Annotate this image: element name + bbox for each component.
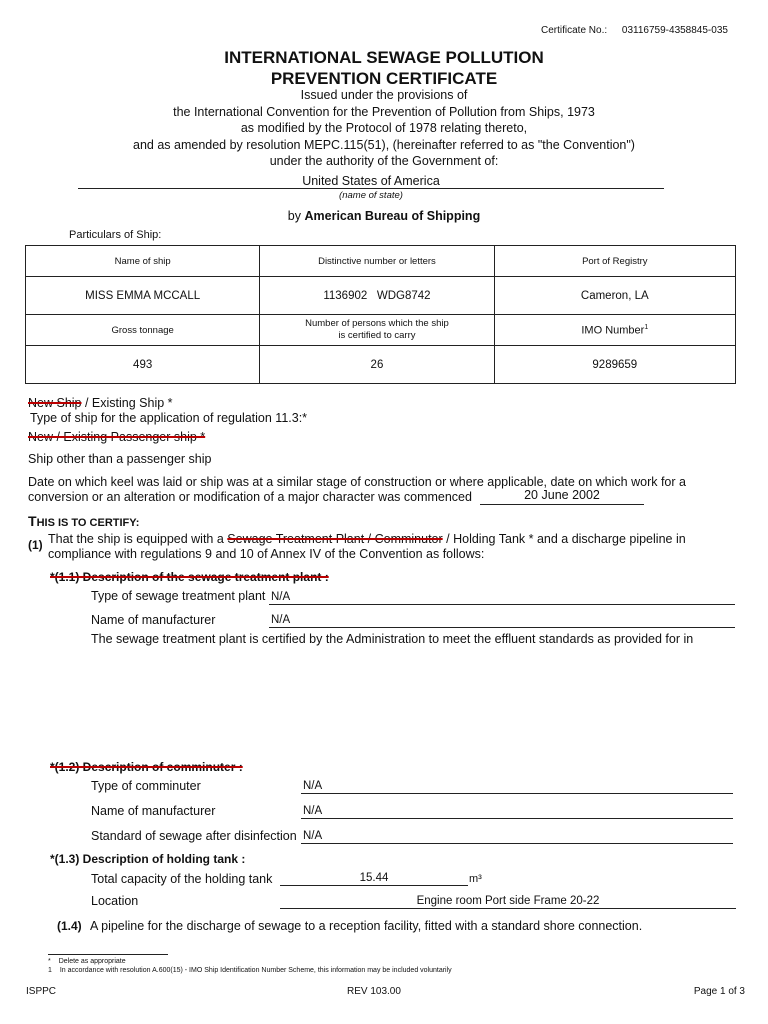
- certify-line-2: compliance with regulations 9 and 10 of Annex IV of the Convention as follows:: [48, 547, 485, 561]
- holding-tank-location-label: Location: [91, 894, 139, 908]
- certificate-number-label: Certificate No.:: [541, 25, 608, 36]
- footnote-ref: 1: [644, 323, 649, 331]
- holding-tank-capacity-value: 15.44: [359, 872, 389, 884]
- intro-line: under the authority of the Government of:: [269, 154, 499, 168]
- ship-status-line: [28, 396, 173, 410]
- item-number-1-4: (1.4): [57, 919, 82, 933]
- comminuter-manufacturer-label: Name of manufacturer: [91, 804, 216, 818]
- footnote-mark: 1: [48, 967, 52, 974]
- certificate-title: [0, 47, 768, 89]
- authority-name: American Bureau of Shipping: [304, 209, 481, 223]
- table-row: [26, 315, 736, 346]
- table-row: [26, 246, 736, 277]
- certify-struck-text: Sewage Treatment Plant / Comminutor: [227, 532, 443, 546]
- comminuter-type-value: N/A: [303, 780, 323, 792]
- stp-certification-note: The sewage treatment plant is certified by the Administration to meet the effluent standards as provided for in: [91, 632, 694, 646]
- stp-manufacturer-value: N/A: [271, 614, 291, 626]
- port-of-registry-cell: Cameron, LA: [494, 277, 735, 315]
- imo-label: IMO Number: [581, 324, 645, 337]
- header-line: Number of persons which the ship: [305, 318, 449, 329]
- new-ship-struck: New Ship: [28, 396, 82, 410]
- intro-text: [0, 87, 768, 170]
- stp-manufacturer-label: Name of manufacturer: [91, 613, 216, 627]
- table-header-cell: Port of Registry: [494, 246, 735, 277]
- by-word: by: [287, 209, 301, 223]
- state-name: United States of America: [302, 174, 440, 188]
- disinfection-standard-underline: [301, 843, 733, 844]
- keel-line-2: conversion or an alteration or modification of a major character was commenced: [28, 490, 472, 504]
- imo-number-cell: 9289659: [494, 346, 735, 384]
- certificate-number: [541, 25, 728, 36]
- footnote-delete: [48, 958, 126, 965]
- gross-tonnage-cell: 493: [26, 346, 260, 384]
- certificate-number-value: 03116759-4358845-035: [621, 25, 728, 36]
- section-1-2-heading: *(1.2) Description of comminuter :: [50, 760, 243, 774]
- particulars-label: Particulars of Ship:: [69, 229, 162, 241]
- persons-cell: 26: [260, 346, 494, 384]
- section-1-3-heading: *(1.3) Description of holding tank :: [50, 852, 246, 866]
- footer-form-code: ISPPC: [26, 986, 57, 997]
- ship-other-than-passenger: Ship other than a passenger ship: [28, 452, 212, 466]
- state-underline: [78, 188, 664, 189]
- disinfection-standard-label: Standard of sewage after disinfection: [91, 829, 297, 843]
- passenger-ship-struck: New / Existing Passenger ship *: [28, 430, 206, 444]
- stp-type-label: Type of sewage treatment plant: [91, 589, 266, 603]
- distinctive-number-cell: 1136902 WDG8742: [260, 277, 494, 315]
- stp-manufacturer-underline: [269, 627, 735, 628]
- table-header-cell: [260, 315, 494, 346]
- comminuter-type-underline: [301, 793, 733, 794]
- footnote-imo: [48, 967, 452, 974]
- intro-line: and as amended by resolution MEPC.115(51), (hereinafter referred to as "the Convention"): [133, 137, 635, 152]
- existing-ship: / Existing Ship *: [84, 396, 173, 410]
- certify-line-1: [48, 532, 686, 546]
- section-1-1-heading: *(1.1) Description of the sewage treatment plant :: [50, 570, 329, 584]
- certify-text-b: / Holding Tank * and a discharge pipeline in: [446, 532, 686, 546]
- ship-type-line: Type of ship for the application of regulation 11.3:*: [30, 411, 308, 425]
- table-row: [26, 346, 736, 384]
- table-header-cell: Name of ship: [26, 246, 260, 277]
- item-number-1: (1): [28, 538, 43, 552]
- table-header-cell: Gross tonnage: [26, 315, 260, 346]
- ship-particulars-table: [25, 245, 736, 384]
- holding-tank-capacity-underline: [280, 885, 468, 886]
- ship-name-cell: MISS EMMA MCCALL: [26, 277, 260, 315]
- title-line-2: PREVENTION CERTIFICATE: [270, 69, 498, 88]
- intro-line: Issued under the provisions of: [300, 88, 468, 102]
- holding-tank-capacity-label: Total capacity of the holding tank: [91, 872, 273, 886]
- capacity-unit: m³: [469, 873, 482, 885]
- table-row: [26, 277, 736, 315]
- footnote-text: Delete as appropriate: [58, 958, 126, 965]
- keel-date: 20 June 2002: [524, 488, 600, 502]
- stp-type-underline: [269, 604, 735, 605]
- intro-line: the International Convention for the Prevention of Pollution from Ships, 1973: [173, 104, 595, 119]
- header-line: is certified to carry: [338, 330, 416, 341]
- title-line-1: INTERNATIONAL SEWAGE POLLUTION: [224, 48, 544, 67]
- comminuter-type-label: Type of comminuter: [91, 779, 201, 793]
- state-caption: (name of state): [339, 190, 403, 201]
- stp-type-value: N/A: [271, 591, 291, 603]
- holding-tank-location-underline: [280, 908, 736, 909]
- certify-text-a: That the ship is equipped with a: [48, 532, 224, 546]
- comminuter-manufacturer-underline: [301, 818, 733, 819]
- table-header-cell: [494, 315, 735, 346]
- footnote-divider: [48, 954, 168, 955]
- keel-date-underline: [480, 504, 644, 505]
- comminuter-manufacturer-value: N/A: [303, 805, 323, 817]
- footer-revision: REV 103.00: [347, 986, 401, 997]
- issuing-authority: [0, 209, 768, 223]
- disinfection-standard-value: N/A: [303, 830, 323, 842]
- certify-heading-initial: T: [28, 513, 37, 529]
- table-header-cell: Distinctive number or letters: [260, 246, 494, 277]
- holding-tank-location-value: Engine room Port side Frame 20-22: [416, 895, 600, 907]
- footer-page-number: Page 1 of 3: [693, 986, 745, 997]
- certify-heading-rest: HIS IS TO CERTIFY:: [36, 517, 140, 529]
- intro-line: as modified by the Protocol of 1978 relating thereto,: [240, 121, 528, 135]
- keel-line-1: Date on which keel was laid or ship was at a similar stage of construction or where applicable, date on which work for a: [28, 475, 686, 489]
- certify-heading: [28, 513, 139, 529]
- footnote-mark: *: [48, 958, 51, 965]
- footnote-text: In accordance with resolution A.600(15) - IMO Ship Identification Number Scheme, this information may be included voluntarily: [59, 967, 452, 974]
- pipeline-statement: A pipeline for the discharge of sewage to a reception facility, fitted with a standard shore connection.: [90, 919, 643, 933]
